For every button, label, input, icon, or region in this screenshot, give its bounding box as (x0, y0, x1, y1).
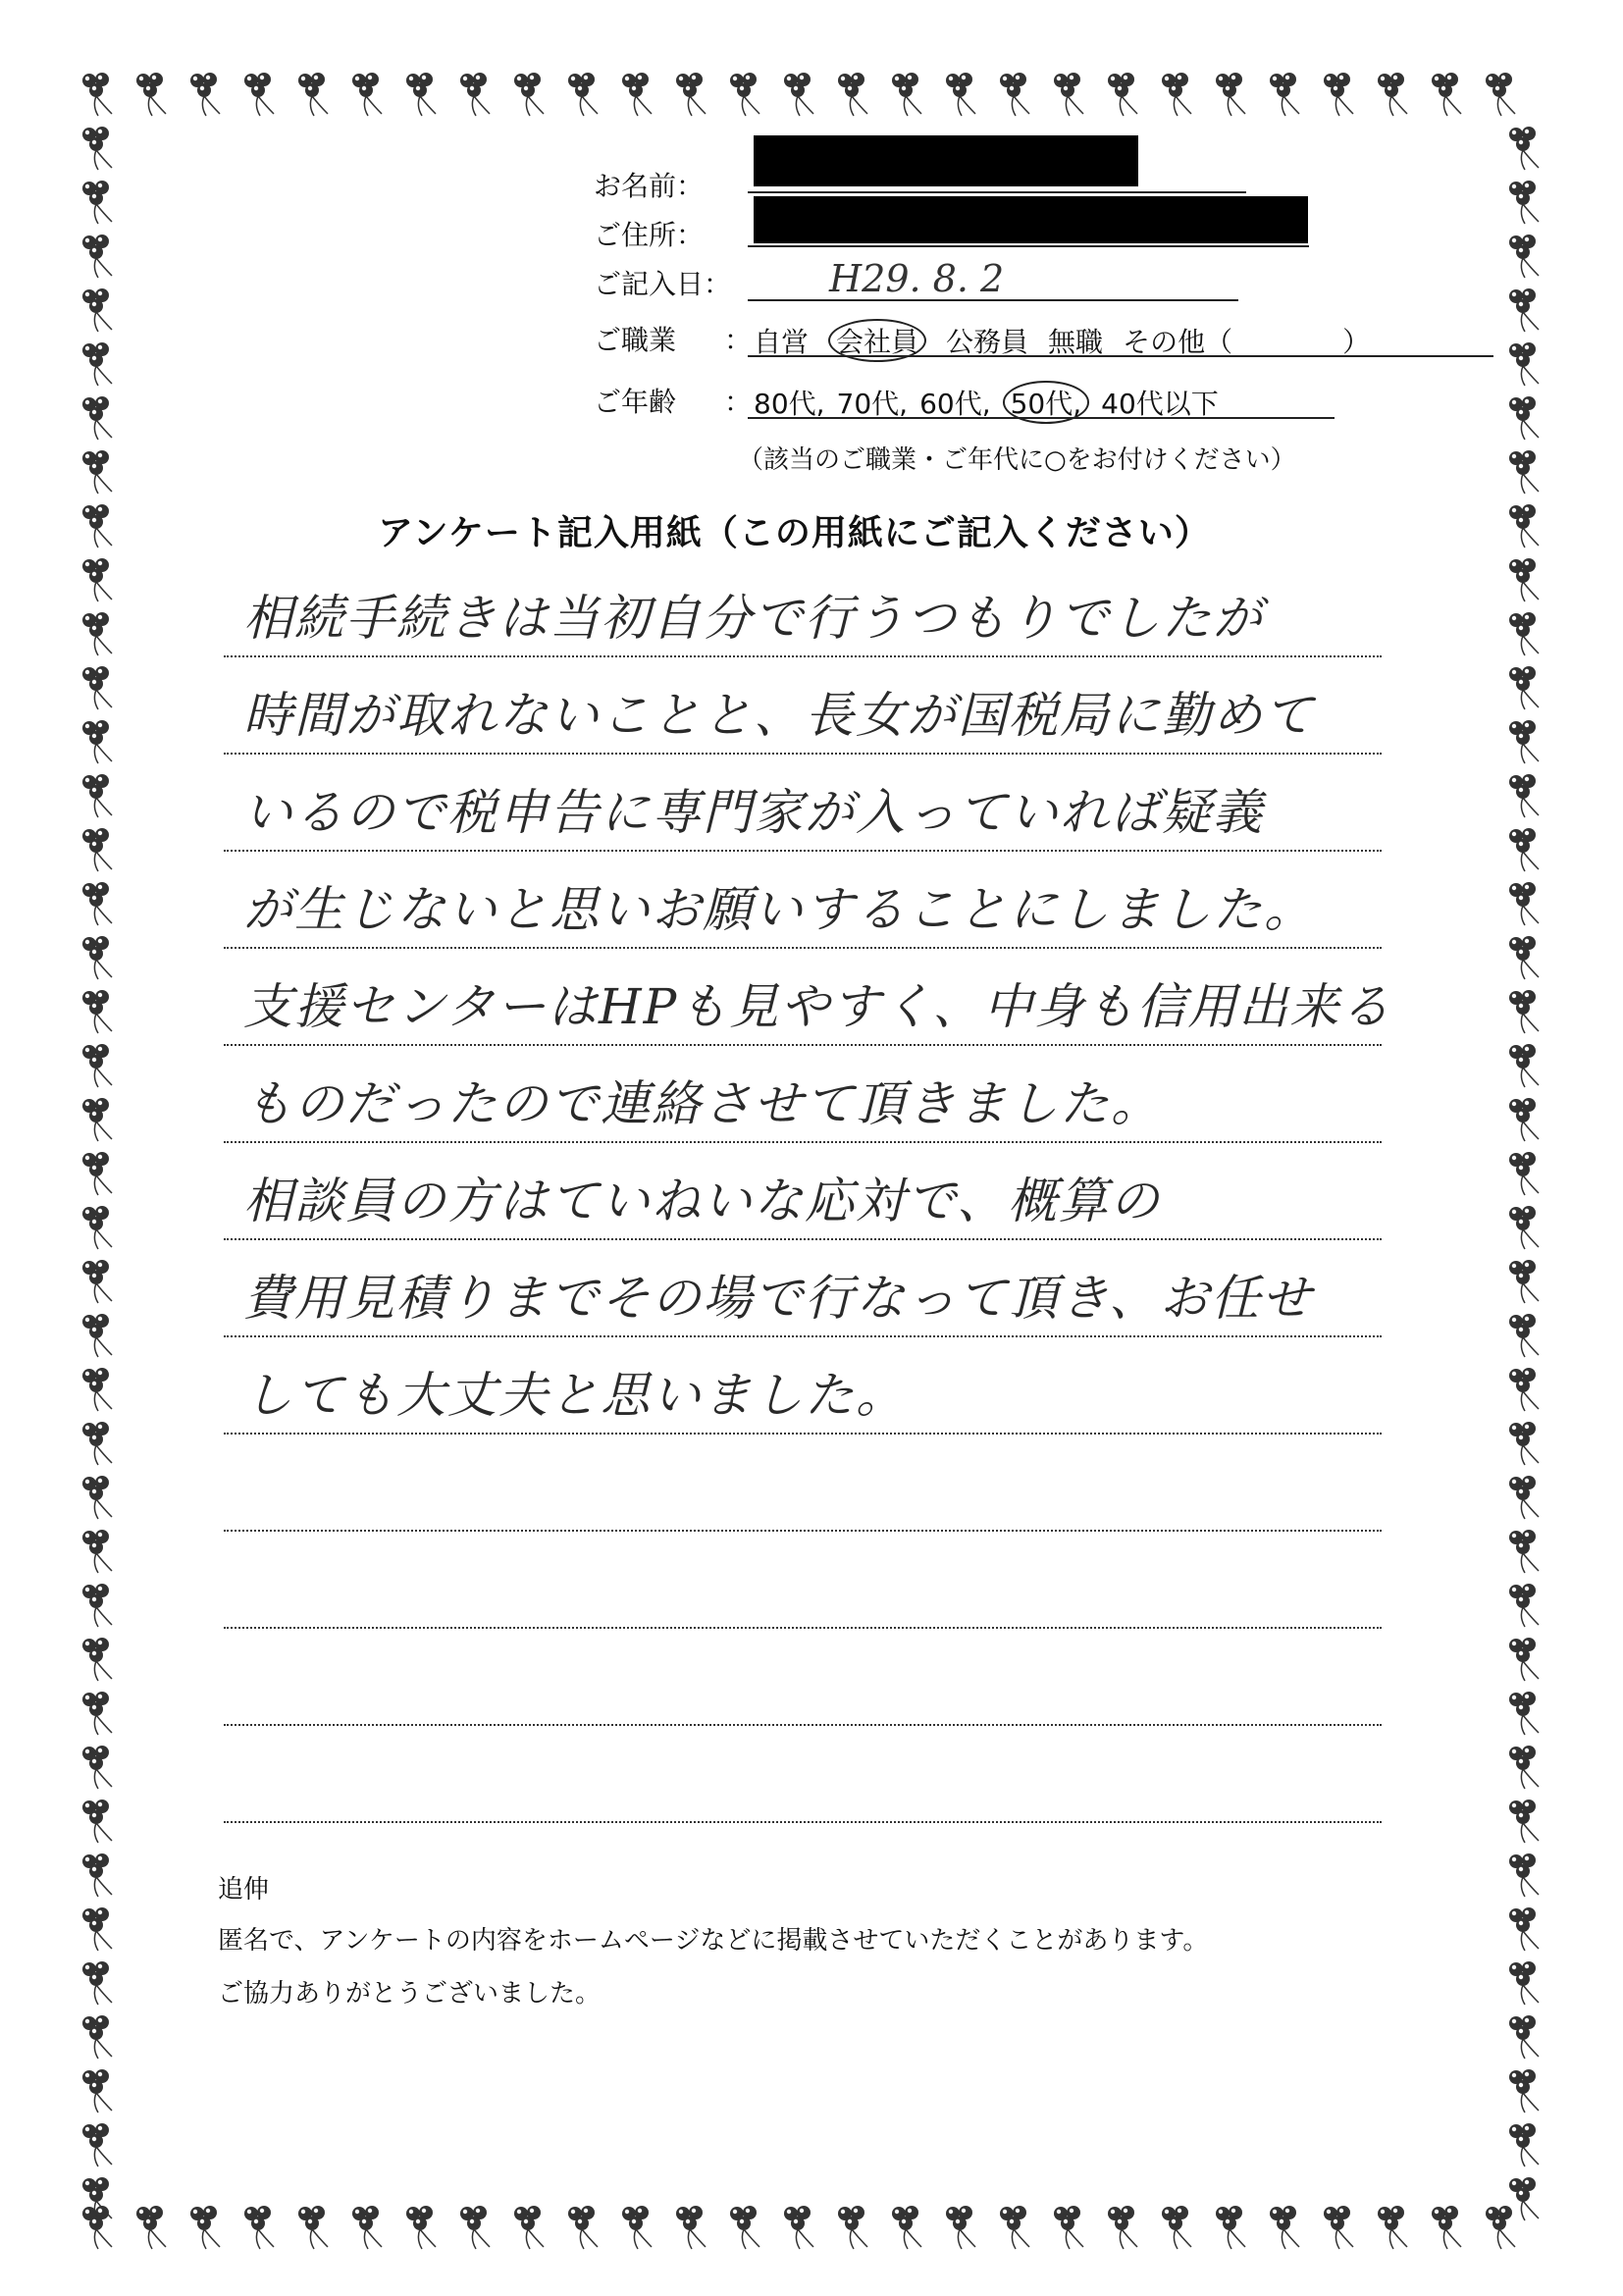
date-label: ご記入日： (594, 268, 732, 300)
date-field (748, 299, 1238, 301)
balloon-ornament (82, 504, 112, 548)
balloon-ornament (568, 2206, 598, 2249)
balloon-ornament (82, 1853, 112, 1897)
answer-line[interactable] (224, 1241, 1382, 1337)
postscript-label: 追伸 (218, 1875, 270, 1905)
balloon-ornament (730, 2206, 759, 2249)
balloon-ornament (406, 2206, 436, 2249)
balloon-ornament (82, 1422, 112, 1465)
balloon-ornament (136, 2206, 166, 2249)
balloon-ornament (82, 1206, 112, 1249)
balloon-ornament (1509, 936, 1539, 979)
balloon-ornament (82, 2015, 112, 2059)
balloon-ornament (82, 1098, 112, 1141)
answer-line[interactable] (224, 1435, 1382, 1532)
balloon-ornament (82, 2069, 112, 2113)
balloon-ornament (190, 2206, 220, 2249)
circle-instruction: （該当のご職業・ご年代に○をお付けください） (738, 445, 1296, 475)
answer-line[interactable] (224, 561, 1382, 657)
answer-line-text: 相談員の方はていねいな応対で、概算の (243, 1173, 1161, 1229)
balloon-ornament (1509, 1476, 1539, 1519)
balloon-ornament (1509, 1746, 1539, 1789)
balloon-ornament (82, 936, 112, 979)
balloon-ornament (1378, 73, 1407, 116)
balloon-ornament (784, 2206, 813, 2249)
balloon-ornament (1509, 288, 1539, 332)
answer-line-text: いるので税申告に専門家が入っていれば疑義 (243, 784, 1264, 841)
balloon-ornament (82, 1530, 112, 1573)
balloon-ornament (82, 990, 112, 1033)
balloon-ornament (298, 73, 328, 116)
answer-line-text: 支援センターはHPも見やすく、中身も信用出来る (243, 978, 1392, 1035)
balloon-ornament (1509, 2177, 1539, 2220)
age-option-selected[interactable]: 50代, (1003, 381, 1090, 424)
balloon-ornament (1486, 73, 1515, 116)
balloon-ornament (82, 1476, 112, 1519)
balloon-ornament (1509, 450, 1539, 494)
balloon-ornament (82, 774, 112, 817)
answer-line[interactable] (224, 950, 1392, 1046)
thanks-message: ご協力ありがとうございました。 (218, 1979, 602, 2009)
balloon-ornament (1509, 1853, 1539, 1897)
answer-line-text: ものだったので連絡させて頂きました。 (243, 1075, 1162, 1132)
age-option[interactable]: 60代, (919, 388, 991, 420)
answer-line-text: 費用見積りまでその場で行なって頂き、お任せ (243, 1270, 1313, 1327)
balloon-ornament (1509, 1044, 1539, 1087)
balloon-ornament (1509, 666, 1539, 709)
answer-line[interactable] (224, 1533, 1382, 1629)
balloon-ornament (82, 558, 112, 601)
balloon-ornament (1432, 2206, 1461, 2249)
balloon-ornament (1509, 1314, 1539, 1357)
balloon-ornament (352, 2206, 382, 2249)
balloon-ornament (82, 2206, 112, 2249)
balloon-ornament (82, 1692, 112, 1735)
answer-line[interactable] (224, 1047, 1382, 1143)
balloon-ornament (1509, 2015, 1539, 2059)
balloon-ornament (82, 1800, 112, 1843)
date-value[interactable]: H29. 8. 2 (829, 257, 1005, 300)
occupation-option-selected[interactable]: 会社員 (828, 319, 926, 362)
name-label: お名前： (594, 170, 705, 202)
balloon-ornament (1509, 1206, 1539, 1249)
balloon-ornament (1324, 2206, 1353, 2249)
balloon-ornament (1162, 2206, 1191, 2249)
balloon-ornament (1054, 73, 1083, 116)
balloon-ornament (1324, 73, 1353, 116)
balloon-ornament (1378, 2206, 1407, 2249)
balloon-ornament (1509, 1422, 1539, 1465)
balloon-ornament (82, 1907, 112, 1951)
balloon-ornament (1509, 2069, 1539, 2113)
age-option[interactable]: 80代, (754, 388, 825, 420)
balloon-ornament (82, 235, 112, 278)
answer-line-text: しても大丈夫と思いました。 (243, 1367, 907, 1424)
balloon-ornament (244, 2206, 274, 2249)
balloon-ornament (1509, 1530, 1539, 1573)
balloon-ornament (1432, 73, 1461, 116)
age-option[interactable]: 70代, (836, 388, 909, 420)
name-field[interactable] (748, 191, 1246, 193)
balloon-ornament (892, 73, 921, 116)
answer-line[interactable] (224, 658, 1382, 755)
balloon-ornament (1509, 1260, 1539, 1303)
balloon-ornament (1509, 720, 1539, 763)
balloon-ornament (1509, 1907, 1539, 1951)
balloon-ornament (1509, 828, 1539, 871)
balloon-ornament (1509, 2123, 1539, 2166)
answer-line[interactable] (224, 1630, 1382, 1726)
balloon-ornament (82, 127, 112, 170)
balloon-ornament (82, 2123, 112, 2166)
occupation-option[interactable]: その他（ ） (1123, 326, 1371, 358)
balloon-ornament (82, 882, 112, 925)
form-title: アンケート記入用紙（この用紙にご記入ください） (378, 513, 1211, 553)
balloon-ornament (82, 1368, 112, 1411)
balloon-ornament (352, 73, 382, 116)
balloon-ornament (1509, 882, 1539, 925)
balloon-ornament (82, 396, 112, 440)
age-label: ご年齢 (594, 386, 677, 418)
balloon-ornament (1000, 2206, 1029, 2249)
balloon-ornament (784, 73, 813, 116)
balloon-ornament (1509, 127, 1539, 170)
balloon-ornament (82, 1961, 112, 2005)
balloon-ornament (1270, 73, 1299, 116)
balloon-ornament (1509, 1098, 1539, 1141)
address-field[interactable] (748, 245, 1309, 247)
balloon-ornament (82, 828, 112, 871)
balloon-ornament (1509, 504, 1539, 548)
balloon-ornament (1486, 2206, 1515, 2249)
balloon-ornament (1108, 2206, 1137, 2249)
balloon-ornament (1000, 73, 1029, 116)
answer-line[interactable] (224, 1338, 1382, 1435)
answer-line[interactable] (224, 853, 1382, 949)
balloon-ornament (1216, 2206, 1245, 2249)
balloon-ornament (82, 73, 112, 116)
balloon-ornament (190, 73, 220, 116)
balloon-ornament (892, 2206, 921, 2249)
occupation-option[interactable]: 自営 (754, 326, 810, 358)
balloon-ornament (1509, 396, 1539, 440)
balloon-ornament (136, 73, 166, 116)
balloon-ornament (82, 1044, 112, 1087)
balloon-ornament (82, 720, 112, 763)
answer-line[interactable] (224, 1727, 1382, 1823)
balloon-ornament (460, 73, 490, 116)
balloon-ornament (82, 612, 112, 655)
balloon-ornament (1509, 1692, 1539, 1735)
balloon-ornament (730, 73, 759, 116)
age-colon: ： (724, 386, 753, 418)
balloon-ornament (1509, 1800, 1539, 1843)
balloon-ornament (1108, 73, 1137, 116)
balloon-ornament (1509, 1584, 1539, 1627)
balloon-ornament (622, 2206, 652, 2249)
balloon-ornament (514, 2206, 544, 2249)
age-underline (748, 417, 1335, 419)
address-redaction (754, 196, 1308, 243)
occupation-option[interactable]: 無職 (1048, 326, 1104, 358)
balloon-ornament (1509, 612, 1539, 655)
balloon-ornament (1509, 1152, 1539, 1195)
balloon-ornament (82, 666, 112, 709)
name-redaction (754, 135, 1138, 186)
balloon-ornament (460, 2206, 490, 2249)
balloon-ornament (568, 73, 598, 116)
balloon-ornament (676, 73, 706, 116)
balloon-ornament (946, 2206, 975, 2249)
balloon-ornament (82, 1584, 112, 1627)
balloon-ornament (82, 1638, 112, 1681)
balloon-ornament (1509, 990, 1539, 1033)
balloon-ornament (298, 2206, 328, 2249)
balloon-ornament (1162, 73, 1191, 116)
occupation-underline (748, 355, 1493, 357)
occupation-option[interactable]: 公務員 (946, 326, 1029, 358)
balloon-ornament (82, 342, 112, 386)
balloon-ornament (1216, 73, 1245, 116)
answer-line-text: が生じないと思いお願いすることにしました。 (243, 881, 1315, 938)
occupation-label: ご職業 (594, 324, 677, 356)
balloon-ornament (1509, 342, 1539, 386)
balloon-ornament (514, 73, 544, 116)
balloon-ornament (838, 73, 867, 116)
balloon-ornament (1509, 235, 1539, 278)
balloon-ornament (676, 2206, 706, 2249)
balloon-ornament (82, 450, 112, 494)
balloon-ornament (622, 73, 652, 116)
balloon-ornament (1509, 181, 1539, 224)
answer-line[interactable] (224, 1144, 1382, 1240)
age-option[interactable]: 40代以下 (1101, 388, 1219, 420)
balloon-ornament (82, 288, 112, 332)
balloon-ornament (838, 2206, 867, 2249)
occupation-colon: ： (724, 324, 753, 356)
balloon-ornament (82, 181, 112, 224)
balloon-ornament (1509, 1638, 1539, 1681)
address-label: ご住所： (594, 219, 705, 251)
balloon-ornament (1270, 2206, 1299, 2249)
balloon-ornament (1509, 1368, 1539, 1411)
balloon-ornament (1509, 558, 1539, 601)
balloon-ornament (82, 1152, 112, 1195)
publication-notice: 匿名で、アンケートの内容をホームページなどに掲載させていただくことがあります。 (218, 1926, 1209, 1956)
balloon-ornament (82, 1260, 112, 1303)
balloon-ornament (1509, 774, 1539, 817)
answer-line-text: 時間が取れないことと、長女が国税局に勤めて (243, 687, 1315, 744)
answer-line-text: 相続手続きは当初自分で行うつもりでしたが (243, 590, 1264, 647)
answer-line[interactable] (224, 756, 1382, 852)
balloon-ornament (946, 73, 975, 116)
balloon-ornament (1509, 1961, 1539, 2005)
balloon-ornament (406, 73, 436, 116)
balloon-ornament (244, 73, 274, 116)
balloon-ornament (82, 1746, 112, 1789)
balloon-ornament (1054, 2206, 1083, 2249)
balloon-ornament (82, 1314, 112, 1357)
